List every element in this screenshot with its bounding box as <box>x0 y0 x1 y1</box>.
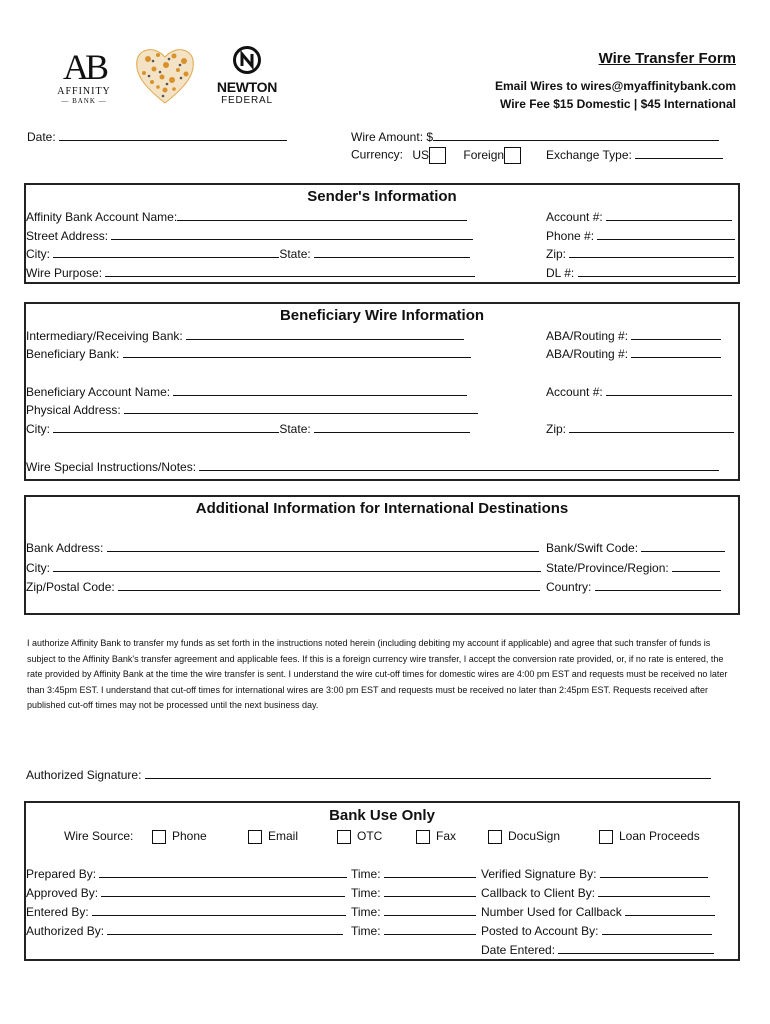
date-entered-field[interactable]: Date Entered: <box>481 942 714 957</box>
wire-fee-info: Wire Fee $15 Domestic | $45 International <box>499 97 736 111</box>
intermediary-bank-field[interactable]: Intermediary/Receiving Bank: <box>26 328 464 343</box>
authorization-paragraph: I authorize Affinity Bank to transfer my funds as set forth in the instructions noted herein (including debiting my account if applicable) and agree that such transfer of funds is subject to the Affinity Bank's transfer agreement and applicable fees. If this is a foreign currency wire transfer, I accept the conversion rate provided, or, if no rate is entered, the rate provided by Affinity Bank at the time the wire transfer is sent. I understand the wire cut-off times for domestic wires are 4:00 pm EST and requests must be received no later than 3:45pm EST. I understand that cut-off times for international wires are 3:00 pm EST and requests must be received no later than 2:45pm EST. Requests received after published cut-off times may not be processed until the next business day. <box>27 638 728 711</box>
heart-logo-icon <box>134 45 196 105</box>
authorized-by-field[interactable]: Authorized By: <box>26 923 343 938</box>
aba-routing-2-field[interactable]: ABA/Routing #: <box>546 346 721 361</box>
source-loan-proceeds-checkbox[interactable] <box>599 830 613 844</box>
beneficiary-city-field[interactable]: City: State: <box>26 421 470 436</box>
sender-account-number-field[interactable]: Account #: <box>546 209 732 224</box>
source-loan-proceeds-option[interactable]: Loan Proceeds <box>599 829 700 844</box>
verified-signature-field[interactable]: Verified Signature By: <box>481 866 708 881</box>
source-email-checkbox[interactable] <box>248 830 262 844</box>
posted-to-account-field[interactable]: Posted to Account By: <box>481 923 712 938</box>
sender-street-field[interactable]: Street Address: <box>26 228 473 243</box>
beneficiary-zip-field[interactable]: Zip: <box>546 421 734 436</box>
international-title: Additional Information for International Destinations <box>195 500 569 517</box>
source-email-option[interactable]: Email <box>248 829 298 844</box>
special-instructions-field[interactable]: Wire Special Instructions/Notes: <box>26 459 719 474</box>
intl-bank-address-field[interactable]: Bank Address: <box>26 540 539 555</box>
international-section <box>24 495 740 615</box>
newton-federal-logo: NEWTON FEDERAL <box>214 46 280 106</box>
newton-n-icon <box>233 46 261 74</box>
sender-dl-field[interactable]: DL #: <box>546 265 736 280</box>
currency-us-checkbox[interactable] <box>429 147 446 164</box>
date-field[interactable]: Date: <box>27 129 287 144</box>
sender-zip-field[interactable]: Zip: <box>546 246 734 261</box>
source-fax-option[interactable]: Fax <box>416 829 456 844</box>
callback-number-field[interactable]: Number Used for Callback <box>481 904 715 919</box>
wire-source-label: Wire Source: <box>64 829 134 843</box>
beneficiary-account-name-field[interactable]: Beneficiary Account Name: <box>26 384 467 399</box>
source-fax-checkbox[interactable] <box>416 830 430 844</box>
source-phone-option[interactable]: Phone <box>152 829 207 844</box>
aba-routing-1-field[interactable]: ABA/Routing #: <box>546 328 721 343</box>
sender-city-field[interactable]: City: State: <box>26 246 470 261</box>
form-title: Wire Transfer Form <box>598 50 736 67</box>
source-phone-checkbox[interactable] <box>152 830 166 844</box>
source-otc-option[interactable]: OTC <box>337 829 382 844</box>
beneficiary-title: Beneficiary Wire Information <box>279 307 485 324</box>
source-otc-checkbox[interactable] <box>337 830 351 844</box>
physical-address-field[interactable]: Physical Address: <box>26 402 478 417</box>
intl-state-field[interactable]: State/Province/Region: <box>546 560 720 575</box>
entered-time-field[interactable]: Time: <box>351 904 476 919</box>
intl-country-field[interactable]: Country: <box>546 579 721 594</box>
wire-amount-field[interactable]: Wire Amount: $ <box>351 129 719 144</box>
sender-phone-field[interactable]: Phone #: <box>546 228 735 243</box>
prepared-by-field[interactable]: Prepared By: <box>26 866 347 881</box>
currency-foreign-checkbox[interactable] <box>504 147 521 164</box>
prepared-time-field[interactable]: Time: <box>351 866 476 881</box>
email-instruction: Email Wires to wires@myaffinitybank.com <box>495 79 736 93</box>
callback-client-field[interactable]: Callback to Client By: <box>481 885 710 900</box>
bank-use-title: Bank Use Only <box>329 807 435 824</box>
entered-by-field[interactable]: Entered By: <box>26 904 346 919</box>
exchange-type-field[interactable]: Exchange Type: <box>546 147 723 162</box>
sender-purpose-field[interactable]: Wire Purpose: <box>26 265 475 280</box>
source-docusign-option[interactable]: DocuSign <box>488 829 560 844</box>
approved-by-field[interactable]: Approved By: <box>26 885 345 900</box>
intl-zip-field[interactable]: Zip/Postal Code: <box>26 579 540 594</box>
beneficiary-account-number-field[interactable]: Account #: <box>546 384 732 399</box>
authorized-signature-field[interactable]: Authorized Signature: <box>26 767 711 782</box>
intl-city-field[interactable]: City: <box>26 560 541 575</box>
affinity-bank-logo: AB AFFINITY — BANK — <box>57 47 111 105</box>
currency-row: Currency: US Foreign <box>351 147 521 164</box>
source-docusign-checkbox[interactable] <box>488 830 502 844</box>
sender-title: Sender's Information <box>307 188 457 205</box>
authorized-time-field[interactable]: Time: <box>351 923 476 938</box>
swift-code-field[interactable]: Bank/Swift Code: <box>546 540 725 555</box>
approved-time-field[interactable]: Time: <box>351 885 476 900</box>
beneficiary-bank-field[interactable]: Beneficiary Bank: <box>26 346 471 361</box>
sender-account-name-field[interactable]: Affinity Bank Account Name: <box>26 209 467 224</box>
